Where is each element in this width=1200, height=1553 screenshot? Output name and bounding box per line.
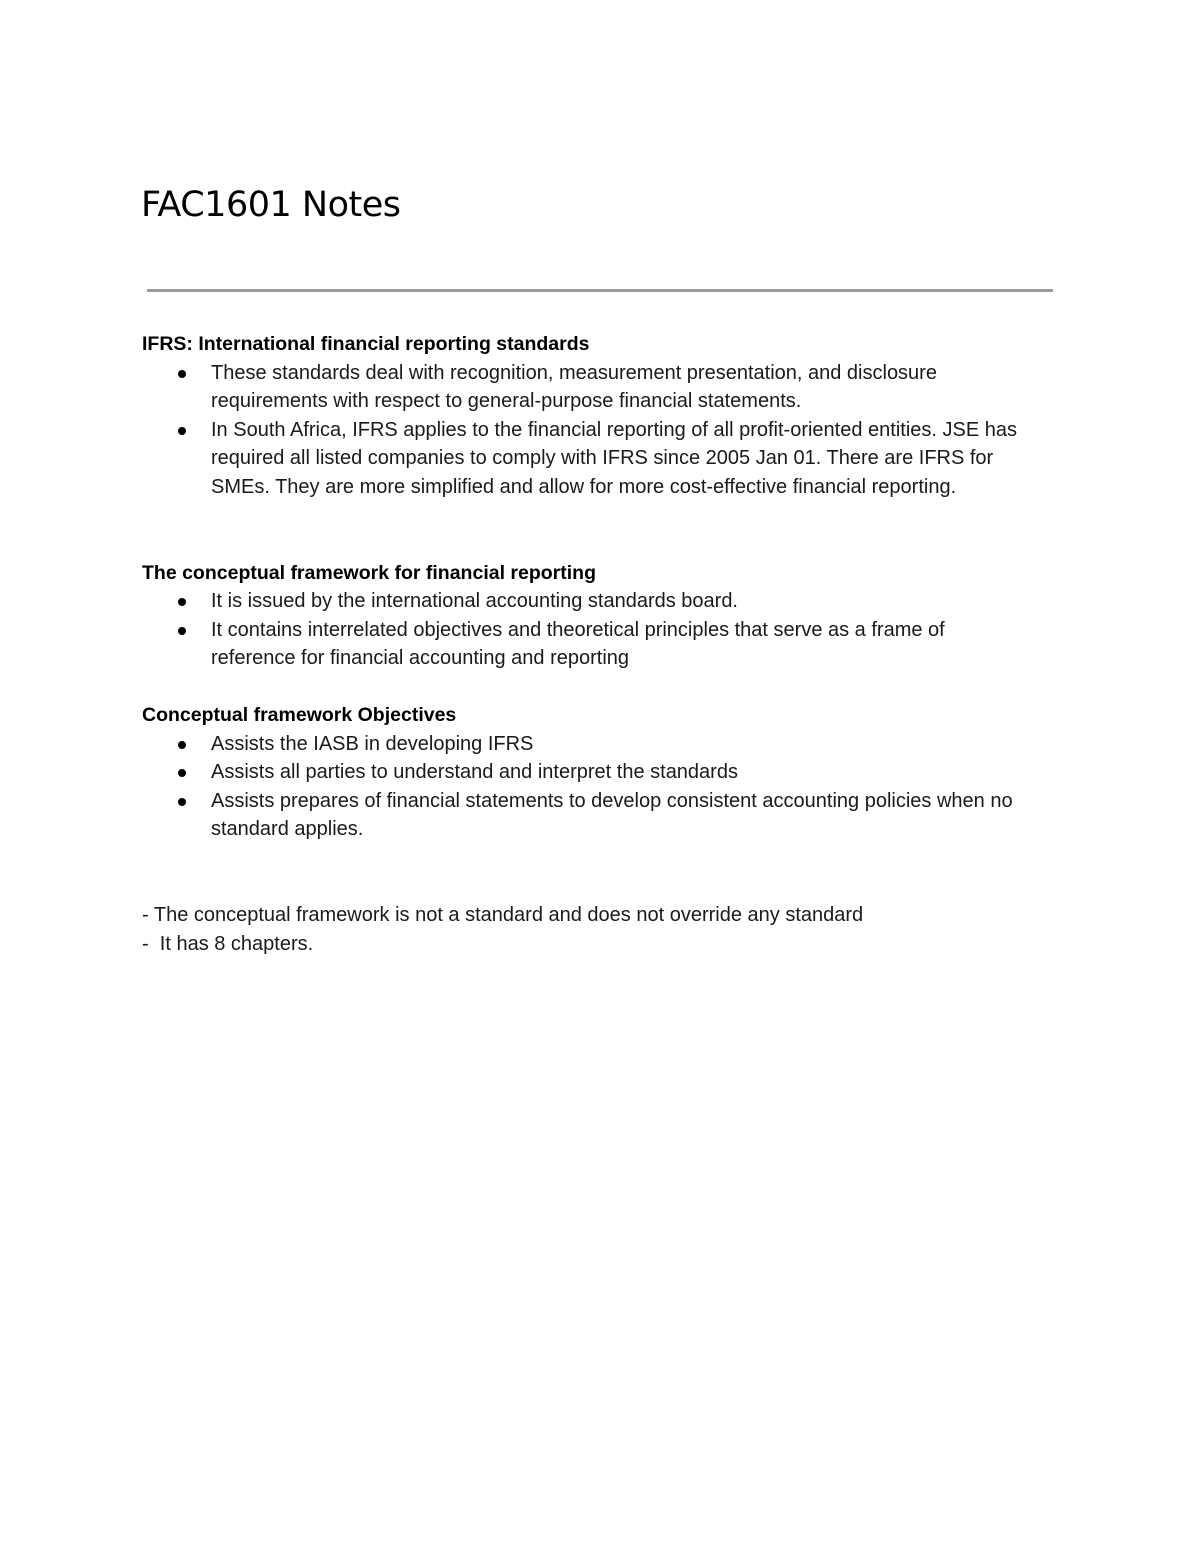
list-item	[211, 616, 1062, 673]
document-title: FAC1601 Notes	[141, 185, 401, 225]
note-line: - It has 8 chapters.	[142, 932, 314, 955]
note-line: - The conceptual framework is not a standard and does not override any standard	[142, 903, 864, 926]
bullet-icon	[178, 798, 186, 806]
list-item	[211, 787, 1062, 844]
bullet-icon	[178, 769, 186, 777]
bullet-icon	[178, 427, 186, 435]
section-framework-objectives	[142, 701, 1062, 844]
bullet-list	[142, 587, 1062, 673]
bullet-text: It contains interrelated objectives and theoretical principles that serve as a frame of reference for financial accounting and reporting	[211, 618, 945, 670]
bullet-list	[142, 359, 1062, 502]
section-heading: IFRS: International financial reporting standards	[142, 333, 590, 355]
section-heading: The conceptual framework for financial reporting	[142, 561, 596, 584]
list-item	[211, 730, 1062, 759]
horizontal-divider	[147, 289, 1053, 292]
bullet-list	[142, 730, 1062, 844]
list-item	[211, 587, 1062, 616]
bullet-text: In South Africa, IFRS applies to the financial reporting of all profit-oriented entities. JSE has required all listed companies to comply with IFRS since 2005 Jan 01. There are IFRS for SMEs. They are more simplified and allow for more cost-effective financial reporting.	[211, 418, 1017, 498]
bullet-text: It is issued by the international accounting standards board.	[211, 590, 738, 613]
notes-section	[142, 901, 1062, 958]
list-item	[211, 359, 1062, 416]
list-item	[211, 416, 1062, 502]
bullet-icon	[178, 627, 186, 635]
bullet-text: Assists all parties to understand and interpret the standards	[211, 761, 738, 784]
bullet-icon	[178, 598, 186, 606]
bullet-icon	[178, 741, 186, 749]
section-ifrs	[142, 330, 1062, 502]
bullet-text: Assists the IASB in developing IFRS	[211, 732, 534, 755]
list-item	[211, 758, 1062, 787]
bullet-text: Assists prepares of financial statements to develop consistent accounting policies when no standard applies.	[211, 789, 1013, 841]
bullet-text: These standards deal with recognition, measurement presentation, and disclosure requirements with respect to general-purpose financial statements.	[211, 361, 937, 413]
bullet-icon	[178, 370, 186, 378]
document-body	[142, 330, 1062, 958]
section-heading: Conceptual framework Objectives	[142, 703, 457, 726]
section-conceptual-framework	[142, 559, 1062, 673]
